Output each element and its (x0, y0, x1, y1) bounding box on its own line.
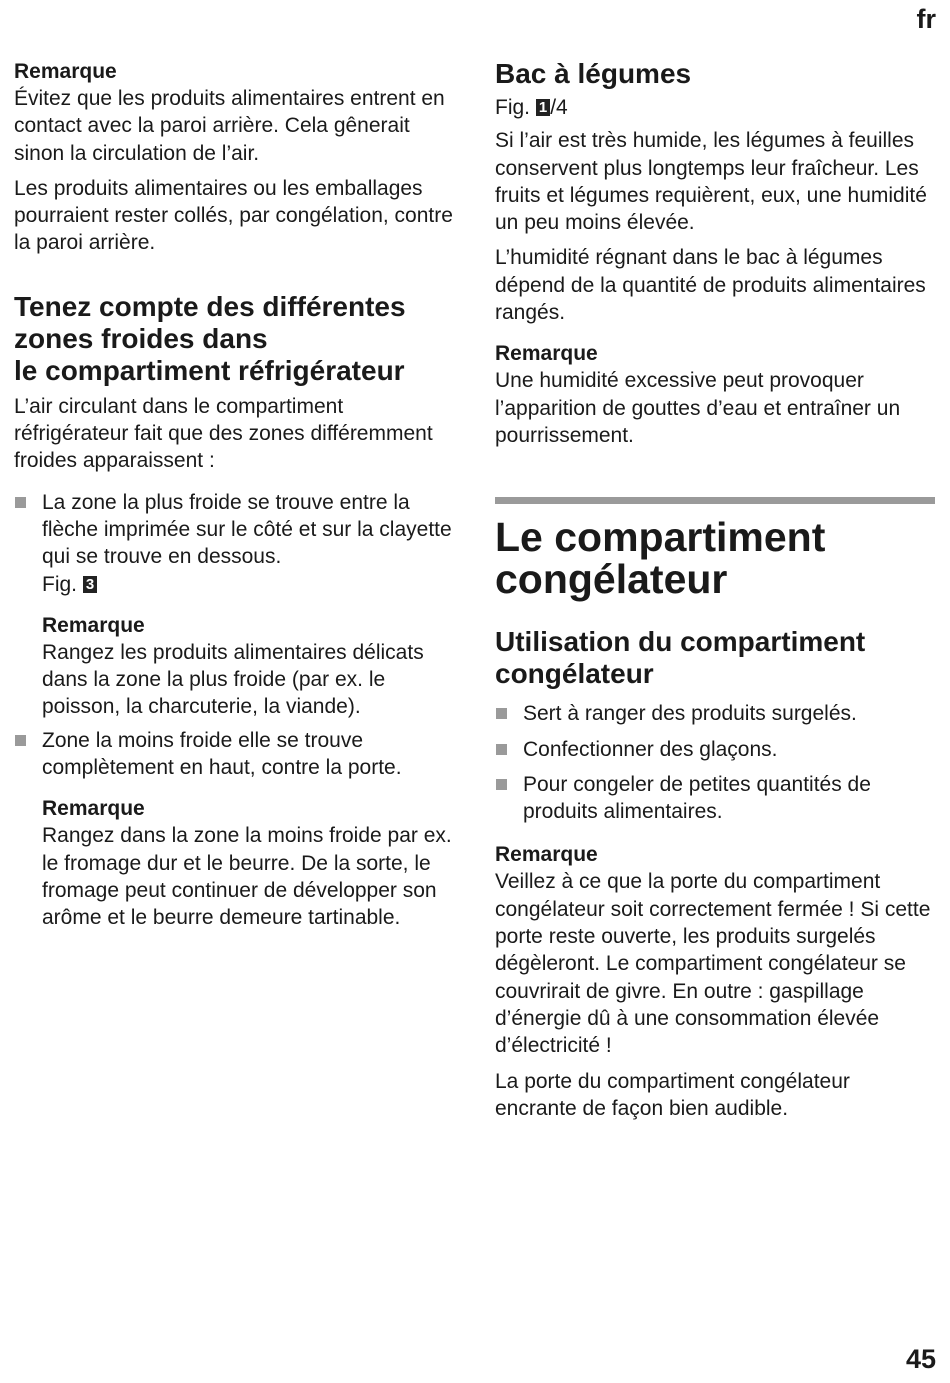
figure-ref-suffix: /4 (550, 96, 568, 119)
note-label: Remarque (42, 613, 145, 637)
title-line: Le compartiment (495, 514, 826, 561)
note-text: Rangez dans la zone la moins froide par ex. le fromage dur et le beurre. De la sorte, le fromage peut continuer de développer son arôme et le beurre demeure tartinable. (42, 824, 452, 930)
left-column (14, 58, 454, 938)
note-text: Une humidité excessive peut provoquer l’apparition de gouttes d’eau et entraîner un pourrissement. (495, 369, 901, 447)
paragraph: Si l’air est très humide, les légumes à feuilles conservent plus longtemps leur fraîcheur. Les fruits et légumes requièrent, eux, une humidité un peu moins élevée. (495, 129, 927, 235)
note-text: Veillez à ce que la porte du compartiment congélateur soit correctement fermée ! Si cette porte reste ouverte, les produits surgelés dégèleront. Le compartiment congélateur se couvrirait de givre. En outre : gaspillage d’énergie dû à une consommation élevée d’électricité ! (495, 870, 931, 1058)
note-label: Remarque (495, 843, 598, 867)
figure-ref-prefix: Fig. (42, 572, 78, 596)
list-item-text: Zone la moins froide elle se trouve complètement en haut, contre la porte. (42, 728, 402, 780)
list-item (14, 489, 454, 598)
list-item (14, 727, 454, 782)
heading-line: congélateur (495, 658, 654, 690)
note-label: Remarque (14, 60, 117, 83)
heading-line: Tenez compte des différentes (14, 290, 406, 322)
note-block (14, 612, 454, 721)
note-label: Remarque (495, 342, 598, 366)
heading-line: le compartiment réfrigérateur (14, 354, 405, 386)
section-heading-cold-zones (14, 291, 454, 387)
paragraph: L’humidité régnant dans le bac à légumes dépend de la quantité de produits alimentaires rangés. (495, 246, 926, 325)
list-item: Confectionner des glaçons. (495, 736, 935, 763)
title-line: congélateur (495, 556, 728, 603)
section-divider (495, 497, 935, 504)
language-tag: fr (916, 4, 936, 34)
right-column (495, 58, 935, 1128)
figure-ref-prefix: Fig. (495, 96, 531, 119)
figure-number-badge: 1 (536, 99, 550, 116)
note-block (14, 795, 454, 931)
section-heading-freezer-usage (495, 626, 935, 690)
chapter-title (495, 514, 935, 603)
figure-reference (495, 94, 935, 121)
heading-line: zones froides dans (14, 322, 268, 354)
list-item-text: La zone la plus froide se trouve entre la flèche imprimée sur le côté et sur la clayette qui se trouve en dessous. (42, 490, 452, 569)
note-label: Remarque (42, 797, 145, 821)
heading-line: Utilisation du compartiment (495, 626, 866, 658)
figure-number-badge: 3 (83, 576, 97, 593)
page-number: 45 (905, 1344, 936, 1374)
note-text: Évitez que les produits alimentaires entrent en contact avec la paroi arrière. Cela gênerait sinon la circulation de l’air. (14, 87, 445, 165)
section-intro: L’air circulant dans le compartiment réfrigérateur fait que des zones différemment froides apparaissent : (14, 394, 433, 473)
section-heading-vegetable-bin: Bac à légumes (495, 58, 692, 89)
list-item: Sert à ranger des produits surgelés. (495, 700, 935, 727)
list-item: Pour congeler de petites quantités de produits alimentaires. (495, 771, 935, 826)
paragraph: La porte du compartiment congélateur encrante de façon bien audible. (495, 1069, 850, 1120)
note-text: Rangez les produits alimentaires délicats dans la zone la plus froide (par ex. le poisson, la charcuterie, la viande). (42, 640, 424, 719)
note-text: Les produits alimentaires ou les emballages pourraient rester collés, par congélation, contre la paroi arrière. (14, 176, 453, 255)
